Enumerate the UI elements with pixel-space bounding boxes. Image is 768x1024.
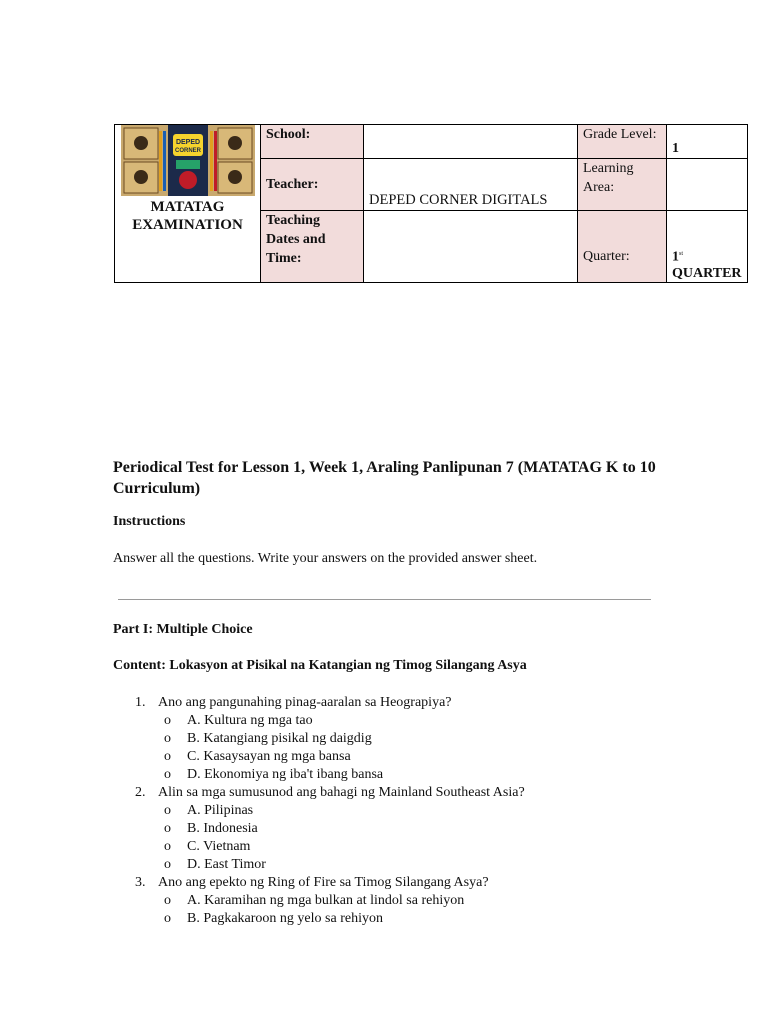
question-item [113,874,673,892]
grade-level-value: 1 [667,125,748,159]
svg-text:DEPED: DEPED [175,139,200,146]
teaching-dates-label: Teaching Dates and Time: [261,211,364,283]
question-number: 2. [135,785,146,800]
bullet-icon: o [164,803,171,818]
grade-level-label: Grade Level: [578,125,667,159]
question-number: 1. [135,695,146,710]
school-label: School: [261,125,364,159]
instructions-text: Answer all the questions. Write your answers on the provided answer sheet. [113,551,538,566]
option-item: o B. Indonesia [113,820,673,838]
learning-area-value [667,159,748,211]
quarter-value: 1st QUARTER [667,211,748,283]
option-item: o D. Ekonomiya ng iba't ibang bansa [113,766,673,784]
svg-text:CORNER: CORNER [174,148,201,154]
bullet-icon: o [164,893,171,908]
question-list [113,694,673,928]
logo-cell [115,125,261,283]
bullet-icon: o [164,911,171,926]
content-heading: Content: Lokasyon at Pisikal na Katangian ng Timog Silangang Asya [113,658,527,673]
question-text: Ano ang pangunahing pinag-aaralan sa Heograpiya? [158,695,452,710]
quarter-label: Quarter: [578,211,667,283]
header-table [114,124,748,283]
school-value [364,125,578,159]
horizontal-divider [118,599,651,600]
teacher-value: DEPED CORNER DIGITALS [364,159,578,211]
option-item: o D. East Timor [113,856,673,874]
learning-area-label: Learning Area: [578,159,667,211]
bullet-icon: o [164,767,171,782]
bullet-icon: o [164,839,171,854]
bullet-icon: o [164,857,171,872]
option-item: o A. Kultura ng mga tao [113,712,673,730]
question-item [113,694,673,712]
bullet-icon: o [164,821,171,836]
instructions-heading: Instructions [113,514,186,529]
bullet-icon: o [164,731,171,746]
option-item: o C. Vietnam [113,838,673,856]
question-text: Ano ang epekto ng Ring of Fire sa Timog Silangang Asya? [158,875,489,890]
logo-artwork [121,125,255,196]
option-item: o C. Kasaysayan ng mga bansa [113,748,673,766]
test-title: Periodical Test for Lesson 1, Week 1, Araling Panlipunan 7 (MATATAG K to 10 Curriculum) [113,459,656,497]
part-heading: Part I: Multiple Choice [113,622,253,637]
option-item: o A. Pilipinas [113,802,673,820]
bullet-icon: o [164,749,171,764]
teacher-label: Teacher: [261,159,364,211]
option-item: o B. Pagkakaroon ng yelo sa rehiyon [113,910,673,928]
deped-corner-logo [121,125,255,196]
exam-title: MATATAG EXAMINATION [132,199,243,233]
question-text: Alin sa mga sumusunod ang bahagi ng Mainland Southeast Asia? [158,785,525,800]
bullet-icon: o [164,713,171,728]
question-item [113,784,673,802]
teaching-dates-value [364,211,578,283]
option-item: o A. Karamihan ng mga bulkan at lindol sa rehiyon [113,892,673,910]
question-number: 3. [135,875,146,890]
option-item: o B. Katangiang pisikal ng daigdig [113,730,673,748]
